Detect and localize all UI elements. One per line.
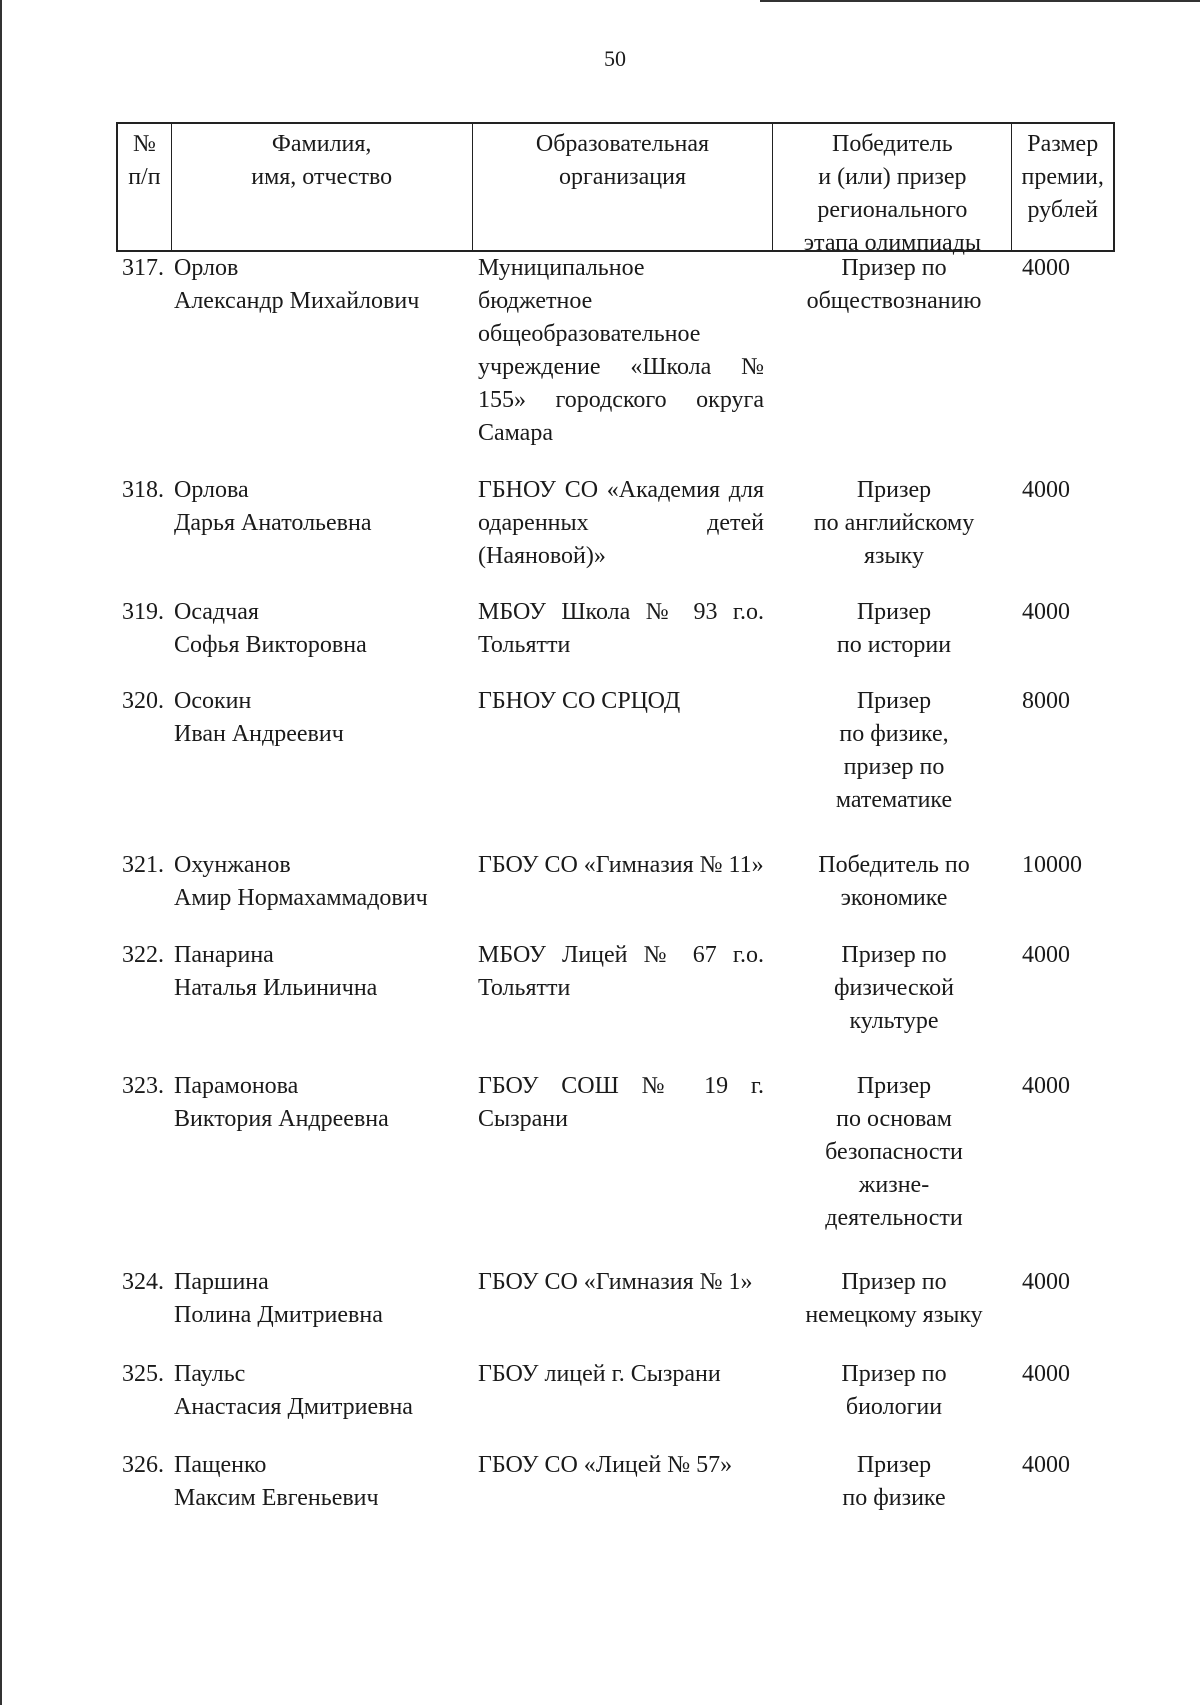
header-prize-amount: Размер премии, рублей: [1021, 131, 1104, 223]
row-number: 324.: [122, 1269, 164, 1295]
row-organization: ГБОУ СО «Гимназия № 1»: [478, 1269, 753, 1295]
row-award: Призер по физике: [842, 1452, 946, 1511]
row-organization: ГБНОУ СО СРЦОД: [478, 688, 681, 714]
row-name: Парамонова Виктория Андреевна: [174, 1073, 389, 1132]
row-number: 321.: [122, 852, 164, 878]
row-name: Осадчая Софья Викторовна: [174, 599, 367, 658]
row-name: Орлов Александр Михайлович: [174, 255, 420, 314]
row-number: 322.: [122, 942, 164, 968]
header-organization: Образовательная организация: [473, 124, 774, 250]
table-row: [116, 1358, 1115, 1449]
row-organization: ГБОУ СОШ № 19 г. Сызрани: [478, 1073, 764, 1132]
table-row: [116, 252, 1115, 474]
row-award: Призер по истории: [836, 599, 952, 658]
row-award: Призер по основам безопасности жизне- деятельности: [825, 1073, 963, 1231]
header-full-name: Фамилия, имя, отчество: [172, 124, 473, 250]
row-award: Призер по физике, призер по математике: [835, 688, 953, 813]
row-name: Пащенко Максим Евгеньевич: [174, 1452, 379, 1511]
table-header: [116, 122, 1115, 256]
row-prize: 4000: [1022, 255, 1070, 281]
page-number: 50: [604, 46, 626, 71]
row-award: Призер по немецкому языку: [805, 1269, 983, 1328]
row-name: Панарина Наталья Ильинична: [174, 942, 378, 1001]
row-number: 320.: [122, 688, 164, 714]
row-prize: 4000: [1022, 599, 1070, 625]
row-award: Призер по английскому языку: [813, 477, 975, 569]
row-prize: 4000: [1022, 1361, 1070, 1387]
table-row: [116, 474, 1115, 596]
table-row: [116, 1070, 1115, 1266]
header-award: Победитель и (или) призер регионального этапа олимпиады: [773, 124, 1012, 250]
row-name: Осокин Иван Андреевич: [174, 688, 344, 747]
row-prize: 4000: [1022, 942, 1070, 968]
row-award: Победитель по экономике: [818, 852, 970, 911]
row-organization: Муниципальное бюджетное общеобразовательное учреждение «Школа № 155» городского округа Самара: [478, 255, 764, 446]
table-row: [116, 596, 1115, 685]
row-name: Орлова Дарья Анатольевна: [174, 477, 372, 536]
row-organization: МБОУ Школа № 93 г.о. Тольятти: [478, 599, 764, 658]
row-prize: 4000: [1022, 1452, 1070, 1478]
row-number: 326.: [122, 1452, 164, 1478]
table-row: [116, 849, 1115, 939]
row-number: 318.: [122, 477, 164, 503]
row-number: 323.: [122, 1073, 164, 1099]
row-name: Паршина Полина Дмитриевна: [174, 1269, 383, 1328]
row-award: Призер по обществознанию: [806, 255, 982, 314]
row-prize: 8000: [1022, 688, 1070, 714]
row-name: Охунжанов Амир Нормахаммадович: [174, 852, 428, 911]
row-number: 319.: [122, 599, 164, 625]
row-award: Призер по биологии: [841, 1361, 947, 1420]
table-body: [116, 252, 1115, 1529]
row-organization: МБОУ Лицей № 67 г.о. Тольятти: [478, 942, 764, 1001]
row-organization: ГБНОУ СО «Академия для одаренных детей (Наяновой)»: [478, 477, 764, 569]
scan-border-left: [0, 0, 2, 1705]
table-row: [116, 1449, 1115, 1529]
row-organization: ГБОУ лицей г. Сызрани: [478, 1361, 721, 1387]
row-organization: ГБОУ СО «Лицей № 57»: [478, 1452, 733, 1478]
table-row: [116, 685, 1115, 849]
row-prize: 4000: [1022, 1073, 1070, 1099]
row-award: Призер по физической культуре: [834, 942, 954, 1034]
row-prize: 4000: [1022, 1269, 1070, 1295]
scan-border-top: [760, 0, 1200, 2]
row-prize: 4000: [1022, 477, 1070, 503]
table-row: [116, 1266, 1115, 1358]
row-organization: ГБОУ СО «Гимназия № 11»: [478, 852, 764, 878]
header-number: № п/п: [118, 124, 172, 250]
row-number: 325.: [122, 1361, 164, 1387]
row-prize: 10000: [1022, 852, 1082, 878]
table-row: [116, 939, 1115, 1070]
row-number: 317.: [122, 255, 164, 281]
row-name: Паульс Анастасия Дмитриевна: [174, 1361, 413, 1420]
